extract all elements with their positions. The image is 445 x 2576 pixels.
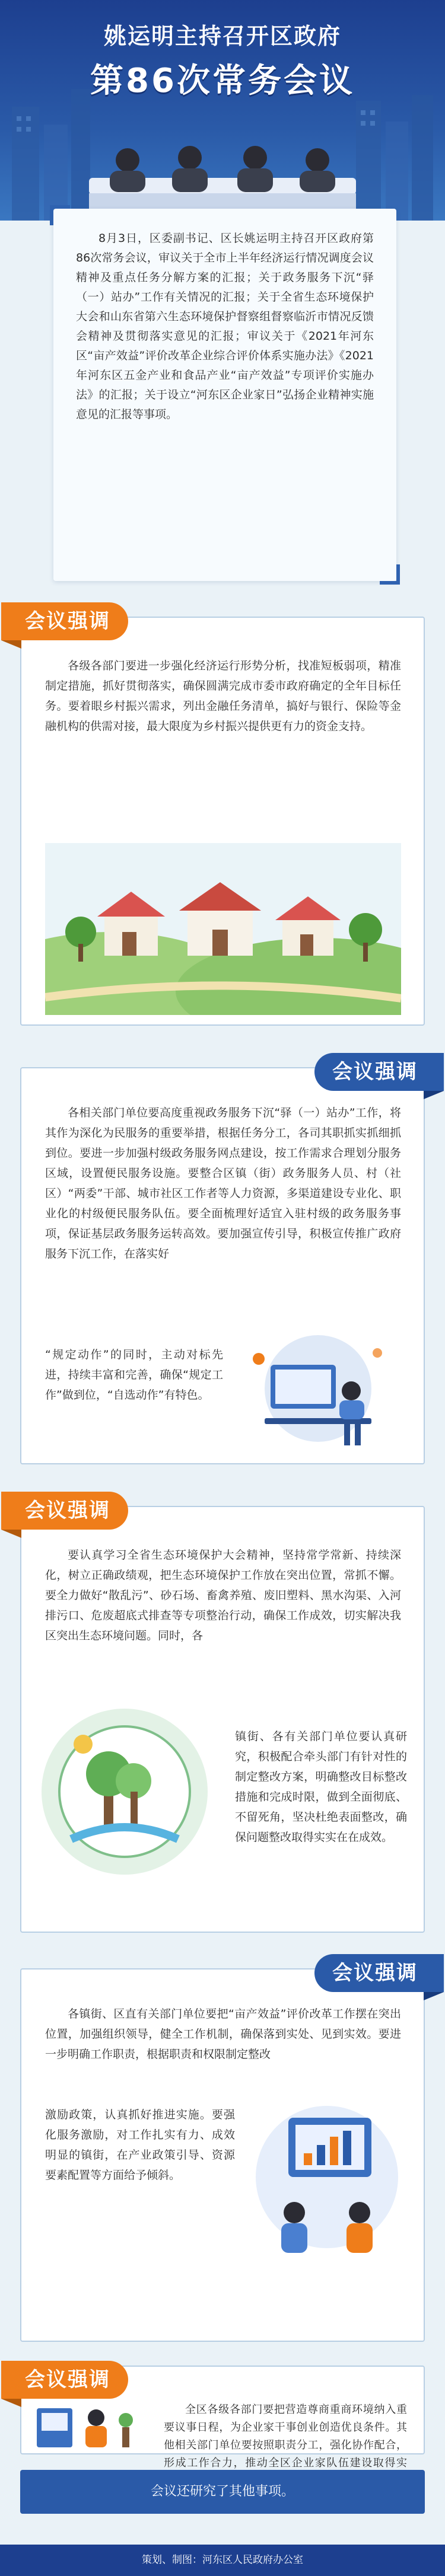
- header-title-line1: 姚运明主持召开区政府: [103, 23, 341, 49]
- footer-credit: 策划、制图：河东区人民政府办公室: [0, 2545, 445, 2576]
- section-text-4-side: 激励政策，认真抓好推进实施。要强化服务激励，对工作扎实有力、成效明显的镇街，在产业政策引导、资源要素配置等方面给予倾斜。: [45, 2108, 235, 2182]
- section-text-5: 全区各级各部门要把营造尊商重商环境纳入重要议事日程，为企业家干事创业创造优良条件。其他相关部门单位要按照职责分工，强化协作配合，形成工作合力，推动全区企业家队伍建设取得实: [164, 2403, 407, 2469]
- section-tag-4: 会议强调: [314, 1954, 444, 1992]
- section-card-4: [20, 1961, 425, 2342]
- section-text-2-main: 各相关部门单位要高度重视政务服务下沉“驿（一）站办”工作，将其作为深化为民服务的重要举措，根据任务分工，各司其职抓实抓细抓到位。要进一步加强村级政务服务网点建设，按工作需求合理划分服务区域，设置便民服务设施。要整合区镇（街）政务服务人员、村（社区）“两委”干部、城市社区工作者等人力资源，多渠道建设专业化、职业化的村级便民服务队伍。要全面梳理好适宜入驻村级的政务服务事项，保证基层政务服务运转高效。要加强宣传引导，积极宣传推广政府服务下沉工作，在落实好: [45, 1106, 401, 1260]
- closing-note: 会议还研究了其他事项。: [20, 2470, 425, 2514]
- section-card-5: [20, 2366, 425, 2469]
- corner-decoration: [380, 564, 400, 585]
- section-card-3: [20, 1499, 425, 1933]
- section-tag-3: 会议强调: [1, 1492, 128, 1530]
- section-tag-1: 会议强调: [1, 602, 128, 640]
- section-text-3-main: 要认真学习全省生态环境保护大会精神，坚持常学常新、持续深化，树立正确政绩观，把生态环境保护工作放在突出位置，常抓不懈。要全力做好“散乱污”、砂石场、畜禽养殖、废旧塑料、黑水沟渠、入河排污口、危废超底式排查等专项整治行动，确保工作成效，切实解决我区突出生态环境问题。同时，各: [45, 1549, 401, 1642]
- section-tag-2: 会议强调: [314, 1053, 444, 1091]
- section-text-3-side: 镇街、各有关部门单位要认真研究，积极配合牵头部门有针对性的制定整改方案，明确整改目标整改措施和完成时限，做到全面彻底、不留死角，坚决杜绝表面整改，确保问题整改取得实实在在成效。: [235, 1730, 407, 1844]
- intro-text: 8月3日，区委副书记、区长姚运明主持召开区政府第86次常务会议，审议关于全市上半年经济运行情况调度会议精神及重点任务分解方案的汇报；关于政务服务下沉“驿（一）站办”工作有关情况的汇报；关于全省生态环境保护大会和山东省第六生态环境保护督察组督察临沂市情况反馈会精神及贯彻落实意见的汇报；审议关于《2021年河东区“亩产效益”评价改革企业综合评价体系实施办法》《2021年河东区五金产业和食品产业“亩产效益”专项评价实施办法》的汇报；关于设立“河东区企业家日”弘扬企业精神实施意见的汇报等事项。: [76, 232, 374, 421]
- intro-panel: [53, 209, 396, 581]
- corner-decoration: [50, 205, 70, 225]
- section-text-1: 各级各部门要进一步强化经济运行形势分析，找准短板弱项，精准制定措施，抓好贯彻落实，确保圆满完成市委市政府确定的全年目标任务。要着眼乡村振兴需求，列出金融任务清单，搞好与银行、保险等金融机构的供需对接，最大限度为乡村振兴提供更有力的资金支持。: [45, 659, 401, 733]
- office-worker-illustration: [235, 1329, 401, 1454]
- header-banner: [0, 0, 445, 221]
- evaluation-illustration: [247, 2094, 407, 2272]
- village-illustration: [45, 843, 401, 1015]
- section-text-4-main: 各镇街、区直有关部门单位要把“亩产效益”评价改革工作摆在突出位置，加强组织领导，健全工作机制，确保落到实处、见到实效。要进一步明确工作职责，根据职责和权限制定整改: [45, 2007, 401, 2061]
- section-tag-5: 会议强调: [1, 2361, 128, 2399]
- entrepreneur-illustration: [31, 2402, 144, 2450]
- environment-illustration: [36, 1703, 214, 1881]
- section-card-1: [20, 609, 425, 1026]
- section-card-2: [20, 1060, 425, 1464]
- header-title-line2: 第86次常务会议: [90, 62, 355, 100]
- section-text-2-side: “规定动作”的同时，主动对标先进，持续丰富和完善，确保“规定工作”做到位，“自选动作”有特色。: [45, 1348, 223, 1402]
